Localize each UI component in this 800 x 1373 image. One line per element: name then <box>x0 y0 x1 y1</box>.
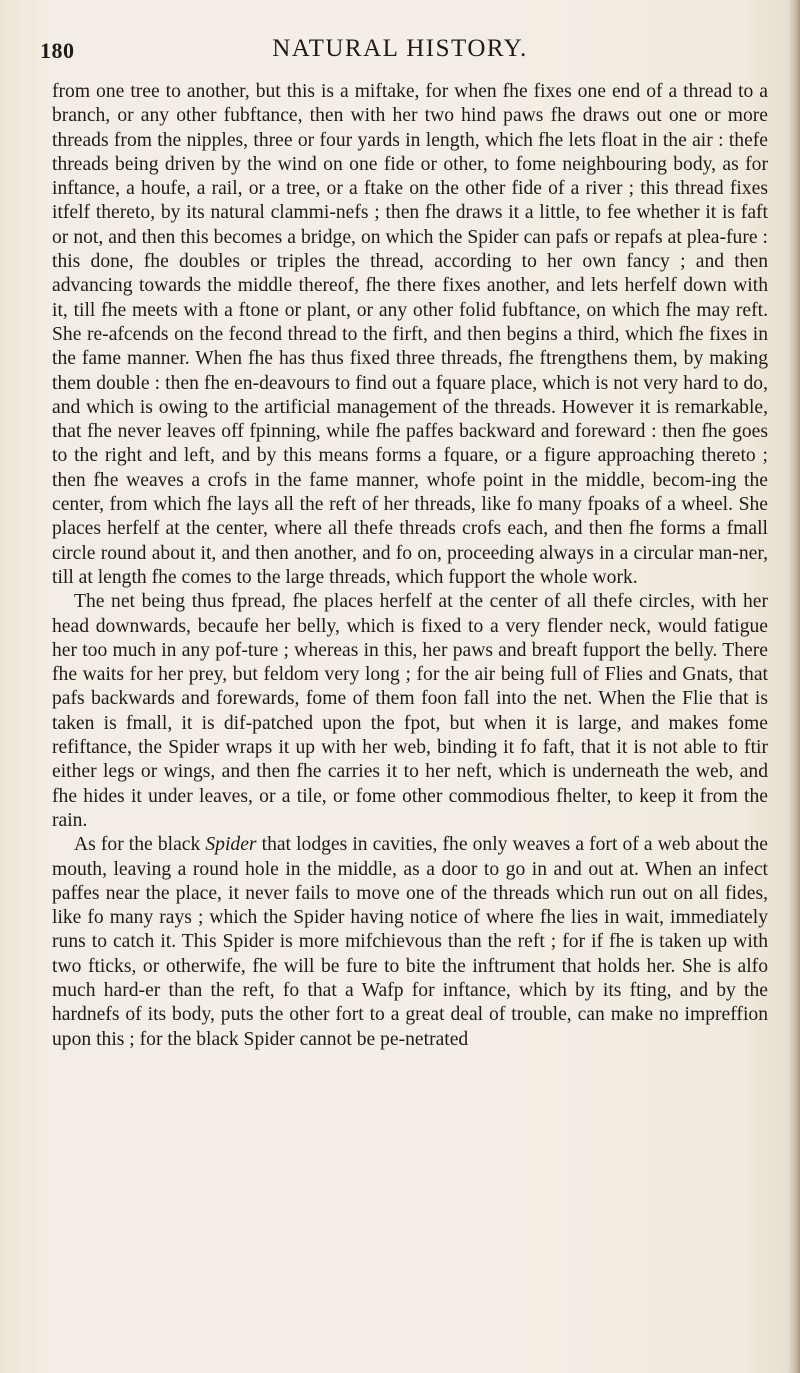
running-head: NATURAL HISTORY. <box>272 35 528 62</box>
paragraph-2-text: The net being thus fpread, fhe places herfelf at the center of all thefe circles, with her head downwards, becaufe her belly, which is fixed to a very flender neck, would fatigue her too much in any pof-ture ; whereas in this, her paws and breaft fupport the belly. There fhe waits for her prey, but feldom very long ; for the air being full of Flies and Gnats, that pafs backwards and forewards, fome of them foon fall into the net. When the Flie that is taken is fmall, it is dif-patched upon the fpot, but when it is large, and makes fome refiftance, the Spider wraps it up with her web, binding it fo faft, that it is not able to ftir either legs or wings, and then fhe carries it to her neft, which is underneath the web, and fhe hides it under leaves, or a tile, or fome other commodious fhelter, to keep it from the rain. <box>52 591 768 831</box>
paragraph-1 <box>52 80 768 590</box>
paragraph-1-text: from one tree to another, but this is a miftake, for when fhe fixes one end of a thread to a branch, or any other fubftance, then with her two hind paws fhe draws out one or more threads from the nipples, three or four yards in length, which fhe lets float in the air : thefe threads being driven by the wind on one fide or other, to fome neighbouring body, as for inftance, a houfe, a rail, or a tree, or a ftake on the other fide of a river ; this thread fixes itfelf thereto, by its natural clammi-nefs ; then fhe draws it a little, to fee whether it is faft or not, and then this becomes a bridge, on which the Spider can pafs or repafs at plea-fure : this done, fhe doubles or triples the thread, according to her own fancy ; and then advancing towards the middle thereof, fhe there fixes another, and lets herfelf down with it, till fhe meets with a ftone or plant, or any other folid fubftance, on which fhe may reft. She re-afcends on the fecond thread to the firft, and then begins a third, which fhe fixes in the fame manner. When fhe has thus fixed three threads, fhe ftrengthens them, by making them double : then fhe en-deavours to find out a fquare place, which is not very hard to do, and which is owing to the artificial management of the threads. However it is remarkable, that fhe never leaves off fpinning, while fhe paffes backward and foreward : then fhe goes to the right and left, and by this means forms a fquare, or a figure approaching thereto ; then fhe weaves a crofs in the fame manner, whofe point in the middle, becom-ing the center, from which fhe lays all the reft of her threads, like fo many fpoaks of a wheel. She places herfelf at the center, where all thefe threads crofs each, and then fhe forms a fmall circle round about it, and then another, and fo on, proceeding always in a circular man-ner, till at length fhe comes to the large threads, which fupport the whole work. <box>52 81 768 588</box>
italic-word-spider: Spider <box>205 834 257 856</box>
page-number: 180 <box>40 38 75 63</box>
paragraph-3-text-rest: that lodges in cavities, fhe only weaves a fort of a web about the mouth, leaving a round hole in the middle, as a door to go in and out at. When an infect paffes near the place, it never fails to move one of the threads which run out on all fides, like fo many rays ; which the Spider having notice of where fhe lies in wait, immediately runs to catch it. This Spider is more mifchievous than the reft ; for if fhe is taken up with two fticks, or otherwife, fhe will be fure to bite the inftrument that holds her. She is alfo much hard-er than the reft, fo that a Wafp for inftance, which by its fting, and by the hardnefs of its body, puts the other fort to a great deal of trouble, can make no impreffion upon this ; for the black Spider cannot be pe-netrated <box>52 834 768 1050</box>
page-edge-shadow <box>788 0 800 1373</box>
page-header <box>40 30 760 70</box>
paragraph-3 <box>52 833 768 1052</box>
paragraph-2 <box>52 590 768 833</box>
paragraph-3-text-start: As for the black <box>74 834 206 856</box>
body-text <box>52 80 768 1052</box>
